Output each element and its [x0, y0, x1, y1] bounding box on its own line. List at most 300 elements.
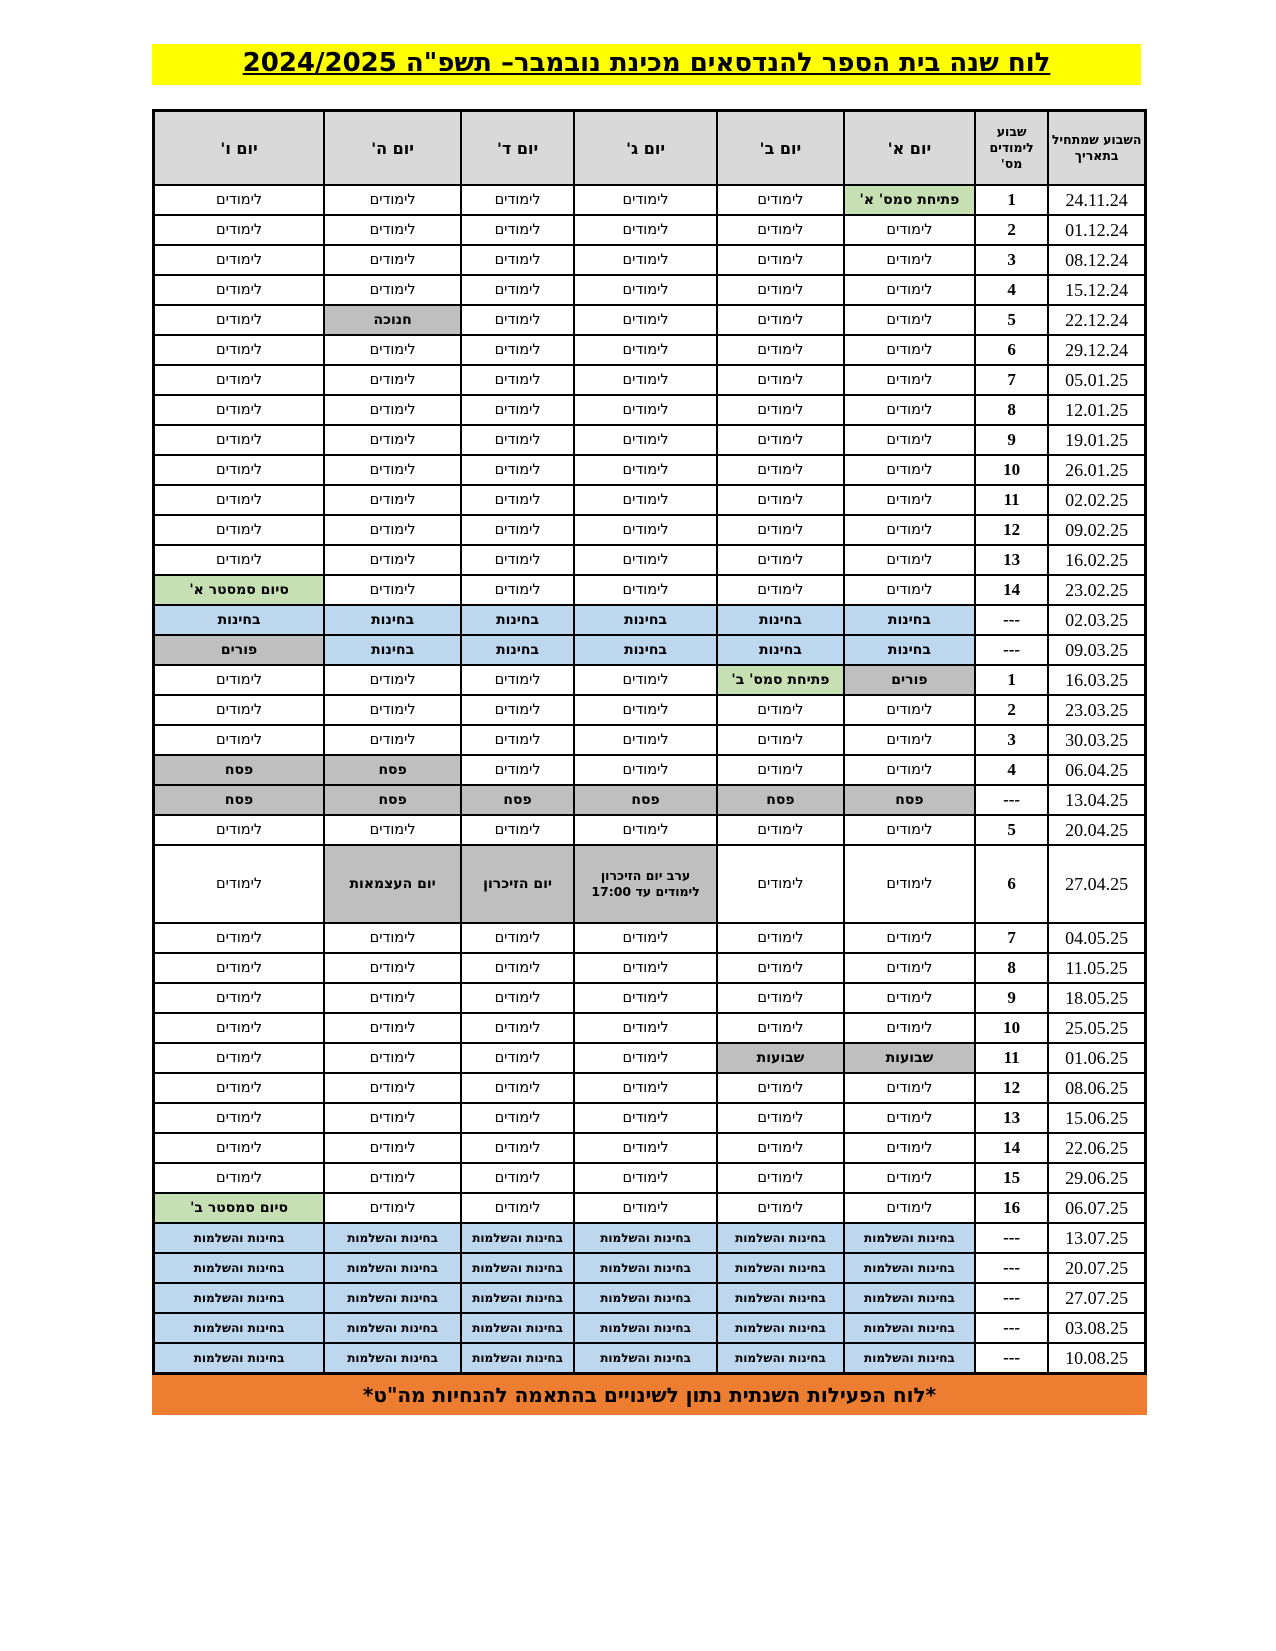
- day-cell-study: לימודים: [717, 923, 844, 953]
- col-header-day-thursday: יום ה': [324, 111, 461, 186]
- day-cell-study: לימודים: [844, 725, 975, 755]
- week-number: 10: [975, 455, 1048, 485]
- day-cell-study: לימודים: [154, 1133, 325, 1163]
- day-cell-study: לימודים: [574, 1193, 717, 1223]
- col-header-week-start-date: השבוע שמתחיל בתאריך: [1048, 111, 1145, 186]
- day-cell-study: לימודים: [844, 545, 975, 575]
- day-cell-exam: בחינות: [717, 605, 844, 635]
- day-cell-study: לימודים: [324, 545, 461, 575]
- day-cell-study: לימודים: [717, 983, 844, 1013]
- week-start-date: 23.02.25: [1048, 575, 1145, 605]
- day-cell-study: לימודים: [324, 983, 461, 1013]
- week-number: ---: [975, 785, 1048, 815]
- col-header-week-number: שבוע לימודים מס': [975, 111, 1048, 186]
- day-cell-study: לימודים: [154, 1043, 325, 1073]
- day-cell-study: לימודים: [461, 1193, 574, 1223]
- day-cell-study: לימודים: [717, 185, 844, 215]
- table-row: [154, 953, 1146, 983]
- week-start-date: 04.05.25: [1048, 923, 1145, 953]
- day-cell-study: לימודים: [844, 1193, 975, 1223]
- day-cell-study: לימודים: [844, 695, 975, 725]
- day-cell-exam: בחינות: [844, 605, 975, 635]
- week-number: 3: [975, 725, 1048, 755]
- day-cell-study: לימודים: [461, 365, 574, 395]
- day-cell-study: לימודים: [844, 845, 975, 923]
- day-cell-study: לימודים: [844, 1133, 975, 1163]
- day-cell-study: לימודים: [324, 1193, 461, 1223]
- day-cell-study: לימודים: [717, 545, 844, 575]
- day-cell-study: לימודים: [844, 455, 975, 485]
- day-cell-purim: פורים: [844, 665, 975, 695]
- week-number: 8: [975, 395, 1048, 425]
- week-start-date: 19.01.25: [1048, 425, 1145, 455]
- week-start-date: 15.12.24: [1048, 275, 1145, 305]
- day-cell-makeup: בחינות והשלמות: [574, 1223, 717, 1253]
- day-cell-exam: בחינות: [324, 635, 461, 665]
- day-cell-study: לימודים: [574, 695, 717, 725]
- day-cell-study: לימודים: [574, 215, 717, 245]
- week-number: 5: [975, 815, 1048, 845]
- day-cell-study: לימודים: [717, 1133, 844, 1163]
- day-cell-study: לימודים: [324, 185, 461, 215]
- day-cell-study: לימודים: [844, 1103, 975, 1133]
- day-cell-study: לימודים: [717, 275, 844, 305]
- day-cell-study: לימודים: [717, 305, 844, 335]
- day-cell-makeup: בחינות והשלמות: [717, 1313, 844, 1343]
- week-start-date: 05.01.25: [1048, 365, 1145, 395]
- day-cell-study: לימודים: [154, 245, 325, 275]
- day-cell-makeup: בחינות והשלמות: [154, 1283, 325, 1313]
- day-cell-study: לימודים: [154, 185, 325, 215]
- day-cell-study: לימודים: [324, 725, 461, 755]
- day-cell-makeup: בחינות והשלמות: [461, 1223, 574, 1253]
- week-start-date: 09.02.25: [1048, 515, 1145, 545]
- day-cell-study: לימודים: [154, 275, 325, 305]
- day-cell-study: לימודים: [461, 335, 574, 365]
- table-row: [154, 335, 1146, 365]
- table-row: [154, 1013, 1146, 1043]
- day-cell-study: לימודים: [717, 1193, 844, 1223]
- day-cell-study: לימודים: [154, 1013, 325, 1043]
- page-title: לוח שנה בית הספר להנדסאים מכינת נובמבר– תשפ"ה 2024/2025: [242, 48, 1051, 78]
- day-cell-study: לימודים: [574, 305, 717, 335]
- table-row: [154, 1253, 1146, 1283]
- day-cell-study: לימודים: [844, 1073, 975, 1103]
- day-cell-exam: בחינות: [154, 605, 325, 635]
- day-cell-exam: בחינות: [461, 635, 574, 665]
- day-cell-study: לימודים: [324, 923, 461, 953]
- day-cell-sem1_start: פתיחת סמס' א': [844, 185, 975, 215]
- day-cell-sem2_end: סיום סמסטר ב': [154, 1193, 325, 1223]
- week-number: 7: [975, 365, 1048, 395]
- day-cell-study: לימודים: [844, 1013, 975, 1043]
- day-cell-study: לימודים: [461, 695, 574, 725]
- day-cell-study: לימודים: [574, 1163, 717, 1193]
- week-start-date: 12.01.25: [1048, 395, 1145, 425]
- day-cell-study: לימודים: [717, 1073, 844, 1103]
- day-cell-study: לימודים: [324, 455, 461, 485]
- day-cell-study: לימודים: [461, 515, 574, 545]
- table-row: [154, 605, 1146, 635]
- day-cell-study: לימודים: [324, 1163, 461, 1193]
- day-cell-study: לימודים: [324, 665, 461, 695]
- week-start-date: 22.06.25: [1048, 1133, 1145, 1163]
- day-cell-study: לימודים: [844, 275, 975, 305]
- week-number: 16: [975, 1193, 1048, 1223]
- week-start-date: 24.11.24: [1048, 185, 1145, 215]
- day-cell-makeup: בחינות והשלמות: [324, 1343, 461, 1374]
- week-start-date: 06.07.25: [1048, 1193, 1145, 1223]
- day-cell-study: לימודים: [461, 275, 574, 305]
- week-start-date: 27.04.25: [1048, 845, 1145, 923]
- table-row: [154, 1163, 1146, 1193]
- week-start-date: 23.03.25: [1048, 695, 1145, 725]
- day-cell-study: לימודים: [844, 755, 975, 785]
- week-start-date: 20.04.25: [1048, 815, 1145, 845]
- table-row: [154, 785, 1146, 815]
- col-header-day-wednesday: יום ד': [461, 111, 574, 186]
- day-cell-makeup: בחינות והשלמות: [154, 1313, 325, 1343]
- day-cell-study: לימודים: [324, 1013, 461, 1043]
- day-cell-study: לימודים: [154, 725, 325, 755]
- day-cell-study: לימודים: [717, 365, 844, 395]
- day-cell-study: לימודים: [461, 185, 574, 215]
- day-cell-makeup: בחינות והשלמות: [574, 1343, 717, 1374]
- week-number: 4: [975, 755, 1048, 785]
- week-start-date: 11.05.25: [1048, 953, 1145, 983]
- day-cell-pesach: פסח: [574, 785, 717, 815]
- week-number: 5: [975, 305, 1048, 335]
- day-cell-exam: בחינות: [717, 635, 844, 665]
- table-row: [154, 923, 1146, 953]
- day-cell-pesach: פסח: [154, 755, 325, 785]
- week-number: 2: [975, 695, 1048, 725]
- day-cell-study: לימודים: [717, 215, 844, 245]
- day-cell-makeup: בחינות והשלמות: [844, 1223, 975, 1253]
- day-cell-study: לימודים: [154, 515, 325, 545]
- table-row: [154, 1343, 1146, 1374]
- day-cell-study: לימודים: [717, 695, 844, 725]
- day-cell-study: לימודים: [324, 335, 461, 365]
- day-cell-exam: בחינות: [324, 605, 461, 635]
- day-cell-study: לימודים: [717, 815, 844, 845]
- day-cell-study: לימודים: [154, 953, 325, 983]
- day-cell-study: לימודים: [717, 953, 844, 983]
- day-cell-makeup: בחינות והשלמות: [154, 1223, 325, 1253]
- day-cell-study: לימודים: [324, 485, 461, 515]
- week-number: 1: [975, 665, 1048, 695]
- day-cell-study: לימודים: [574, 665, 717, 695]
- table-row: [154, 1313, 1146, 1343]
- week-number: 13: [975, 545, 1048, 575]
- week-start-date: 09.03.25: [1048, 635, 1145, 665]
- day-cell-study: לימודים: [717, 335, 844, 365]
- week-start-date: 08.12.24: [1048, 245, 1145, 275]
- day-cell-study: לימודים: [461, 425, 574, 455]
- week-start-date: 18.05.25: [1048, 983, 1145, 1013]
- week-start-date: 22.12.24: [1048, 305, 1145, 335]
- day-cell-study: לימודים: [574, 755, 717, 785]
- day-cell-study: לימודים: [574, 365, 717, 395]
- day-cell-study: לימודים: [844, 575, 975, 605]
- week-start-date: 26.01.25: [1048, 455, 1145, 485]
- week-number: 15: [975, 1163, 1048, 1193]
- day-cell-makeup: בחינות והשלמות: [574, 1283, 717, 1313]
- day-cell-study: לימודים: [844, 395, 975, 425]
- table-row: [154, 245, 1146, 275]
- day-cell-study: לימודים: [574, 575, 717, 605]
- day-cell-study: לימודים: [461, 1043, 574, 1073]
- day-cell-study: לימודים: [574, 1103, 717, 1133]
- table-row: [154, 1043, 1146, 1073]
- week-number: 11: [975, 1043, 1048, 1073]
- day-cell-study: לימודים: [574, 725, 717, 755]
- day-cell-study: לימודים: [844, 425, 975, 455]
- day-cell-study: לימודים: [844, 815, 975, 845]
- day-cell-study: לימודים: [574, 923, 717, 953]
- week-start-date: 02.02.25: [1048, 485, 1145, 515]
- day-cell-makeup: בחינות והשלמות: [717, 1223, 844, 1253]
- day-cell-study: לימודים: [324, 1133, 461, 1163]
- day-cell-hanukkah: חנוכה: [324, 305, 461, 335]
- header-row: [154, 111, 1146, 186]
- day-cell-study: לימודים: [844, 923, 975, 953]
- day-cell-study: לימודים: [154, 485, 325, 515]
- day-cell-study: לימודים: [574, 1073, 717, 1103]
- day-cell-study: לימודים: [461, 1133, 574, 1163]
- week-start-date: 13.07.25: [1048, 1223, 1145, 1253]
- week-number: ---: [975, 1343, 1048, 1374]
- day-cell-makeup: בחינות והשלמות: [574, 1253, 717, 1283]
- day-cell-study: לימודים: [324, 245, 461, 275]
- day-cell-purim: פורים: [154, 635, 325, 665]
- week-number: 8: [975, 953, 1048, 983]
- day-cell-study: לימודים: [461, 923, 574, 953]
- table-row: [154, 845, 1146, 923]
- week-start-date: 13.04.25: [1048, 785, 1145, 815]
- day-cell-study: לימודים: [717, 575, 844, 605]
- day-cell-study: לימודים: [574, 1013, 717, 1043]
- calendar-sheet: [152, 44, 1147, 1415]
- table-row: [154, 575, 1146, 605]
- day-cell-study: לימודים: [574, 395, 717, 425]
- day-cell-makeup: בחינות והשלמות: [324, 1283, 461, 1313]
- day-cell-study: לימודים: [717, 755, 844, 785]
- day-cell-study: לימודים: [717, 455, 844, 485]
- col-header-day-sunday: יום א': [844, 111, 975, 186]
- day-cell-makeup: בחינות והשלמות: [844, 1343, 975, 1374]
- day-cell-study: לימודים: [154, 545, 325, 575]
- week-number: ---: [975, 1283, 1048, 1313]
- day-cell-study: לימודים: [844, 245, 975, 275]
- week-start-date: 15.06.25: [1048, 1103, 1145, 1133]
- week-number: 10: [975, 1013, 1048, 1043]
- table-row: [154, 725, 1146, 755]
- day-cell-study: לימודים: [844, 335, 975, 365]
- week-start-date: 01.12.24: [1048, 215, 1145, 245]
- day-cell-exam: בחינות: [461, 605, 574, 635]
- week-start-date: 29.12.24: [1048, 335, 1145, 365]
- day-cell-study: לימודים: [717, 1013, 844, 1043]
- week-start-date: 30.03.25: [1048, 725, 1145, 755]
- day-cell-makeup: בחינות והשלמות: [844, 1253, 975, 1283]
- day-cell-makeup: בחינות והשלמות: [461, 1253, 574, 1283]
- day-cell-study: לימודים: [461, 953, 574, 983]
- day-cell-study: לימודים: [574, 1133, 717, 1163]
- day-cell-study: לימודים: [717, 245, 844, 275]
- week-number: 6: [975, 335, 1048, 365]
- day-cell-study: לימודים: [717, 485, 844, 515]
- table-row: [154, 395, 1146, 425]
- day-cell-study: לימודים: [574, 815, 717, 845]
- week-number: ---: [975, 1253, 1048, 1283]
- week-start-date: 10.08.25: [1048, 1343, 1145, 1374]
- table-row: [154, 305, 1146, 335]
- day-cell-makeup: בחינות והשלמות: [154, 1253, 325, 1283]
- week-start-date: 03.08.25: [1048, 1313, 1145, 1343]
- day-cell-study: לימודים: [461, 395, 574, 425]
- week-start-date: 25.05.25: [1048, 1013, 1145, 1043]
- table-row: [154, 515, 1146, 545]
- day-cell-study: לימודים: [461, 1073, 574, 1103]
- day-cell-study: לימודים: [154, 1073, 325, 1103]
- week-number: 7: [975, 923, 1048, 953]
- day-cell-study: לימודים: [324, 515, 461, 545]
- day-cell-study: לימודים: [574, 335, 717, 365]
- table-row: [154, 695, 1146, 725]
- day-cell-study: לימודים: [154, 983, 325, 1013]
- week-number: 1: [975, 185, 1048, 215]
- week-start-date: 20.07.25: [1048, 1253, 1145, 1283]
- day-cell-shavuot: שבועות: [844, 1043, 975, 1073]
- week-start-date: 06.04.25: [1048, 755, 1145, 785]
- day-cell-study: לימודים: [461, 725, 574, 755]
- day-cell-study: לימודים: [324, 815, 461, 845]
- week-number: 6: [975, 845, 1048, 923]
- day-cell-study: לימודים: [154, 305, 325, 335]
- day-cell-makeup: בחינות והשלמות: [154, 1343, 325, 1374]
- week-start-date: 27.07.25: [1048, 1283, 1145, 1313]
- day-cell-pesach: פסח: [461, 785, 574, 815]
- day-cell-study: לימודים: [461, 455, 574, 485]
- day-cell-makeup: בחינות והשלמות: [844, 1283, 975, 1313]
- week-number: ---: [975, 605, 1048, 635]
- day-cell-study: לימודים: [324, 275, 461, 305]
- day-cell-makeup: בחינות והשלמות: [574, 1313, 717, 1343]
- day-cell-study: לימודים: [324, 365, 461, 395]
- day-cell-study: לימודים: [844, 953, 975, 983]
- week-number: 9: [975, 983, 1048, 1013]
- day-cell-makeup: בחינות והשלמות: [324, 1253, 461, 1283]
- day-cell-study: לימודים: [154, 395, 325, 425]
- day-cell-study: לימודים: [154, 1163, 325, 1193]
- day-cell-study: לימודים: [461, 305, 574, 335]
- week-number: 9: [975, 425, 1048, 455]
- day-cell-study: לימודים: [717, 515, 844, 545]
- day-cell-study: לימודים: [461, 665, 574, 695]
- day-cell-study: לימודים: [154, 425, 325, 455]
- table-row: [154, 665, 1146, 695]
- col-header-day-tuesday: יום ג': [574, 111, 717, 186]
- table-row: [154, 185, 1146, 215]
- col-header-day-friday: יום ו': [154, 111, 325, 186]
- day-cell-memorial: יום הזיכרון: [461, 845, 574, 923]
- table-row: [154, 755, 1146, 785]
- day-cell-study: לימודים: [461, 1163, 574, 1193]
- week-start-date: 01.06.25: [1048, 1043, 1145, 1073]
- day-cell-study: לימודים: [324, 695, 461, 725]
- week-number: ---: [975, 1313, 1048, 1343]
- week-start-date: 02.03.25: [1048, 605, 1145, 635]
- day-cell-study: לימודים: [154, 815, 325, 845]
- day-cell-makeup: בחינות והשלמות: [324, 1313, 461, 1343]
- table-row: [154, 545, 1146, 575]
- week-start-date: 08.06.25: [1048, 1073, 1145, 1103]
- title-bar: [152, 44, 1141, 85]
- day-cell-makeup: בחינות והשלמות: [717, 1283, 844, 1313]
- table-row: [154, 815, 1146, 845]
- calendar-body: [154, 185, 1146, 1374]
- title-table-gap: [152, 85, 1147, 109]
- week-number: 14: [975, 1133, 1048, 1163]
- day-cell-study: לימודים: [461, 545, 574, 575]
- table-row: [154, 215, 1146, 245]
- day-cell-study: לימודים: [844, 515, 975, 545]
- day-cell-pesach: פסח: [717, 785, 844, 815]
- table-row: [154, 1283, 1146, 1313]
- day-cell-study: לימודים: [461, 755, 574, 785]
- calendar-table: [152, 109, 1147, 1375]
- day-cell-study: לימודים: [717, 425, 844, 455]
- day-cell-study: לימודים: [717, 725, 844, 755]
- day-cell-study: לימודים: [844, 365, 975, 395]
- day-cell-makeup: בחינות והשלמות: [717, 1253, 844, 1283]
- day-cell-makeup: בחינות והשלמות: [844, 1313, 975, 1343]
- day-cell-study: לימודים: [461, 575, 574, 605]
- footer-note: *לוח הפעילות השנתית נתון לשינויים בהתאמה להנחיות מה"ט*: [152, 1375, 1147, 1415]
- table-row: [154, 455, 1146, 485]
- day-cell-study: לימודים: [844, 215, 975, 245]
- day-cell-study: לימודים: [574, 425, 717, 455]
- week-number: 4: [975, 275, 1048, 305]
- day-cell-study: לימודים: [461, 983, 574, 1013]
- week-number: 13: [975, 1103, 1048, 1133]
- day-cell-study: לימודים: [844, 485, 975, 515]
- table-row: [154, 1223, 1146, 1253]
- day-cell-pesach: פסח: [844, 785, 975, 815]
- day-cell-study: לימודים: [324, 425, 461, 455]
- table-row: [154, 365, 1146, 395]
- day-cell-study: לימודים: [844, 983, 975, 1013]
- day-cell-study: לימודים: [154, 335, 325, 365]
- day-cell-makeup: בחינות והשלמות: [461, 1313, 574, 1343]
- day-cell-study: לימודים: [717, 1103, 844, 1133]
- day-cell-study: לימודים: [324, 395, 461, 425]
- day-cell-study: לימודים: [154, 455, 325, 485]
- day-cell-study: לימודים: [574, 983, 717, 1013]
- day-cell-study: לימודים: [461, 245, 574, 275]
- day-cell-study: לימודים: [844, 305, 975, 335]
- day-cell-study: לימודים: [154, 1103, 325, 1133]
- week-start-date: 16.03.25: [1048, 665, 1145, 695]
- day-cell-study: לימודים: [717, 395, 844, 425]
- day-cell-memorial_eve: ערב יום הזיכרון לימודים עד 17:00: [574, 845, 717, 923]
- day-cell-study: לימודים: [574, 953, 717, 983]
- day-cell-study: לימודים: [717, 1163, 844, 1193]
- day-cell-pesach: פסח: [324, 785, 461, 815]
- table-row: [154, 1103, 1146, 1133]
- day-cell-study: לימודים: [324, 1073, 461, 1103]
